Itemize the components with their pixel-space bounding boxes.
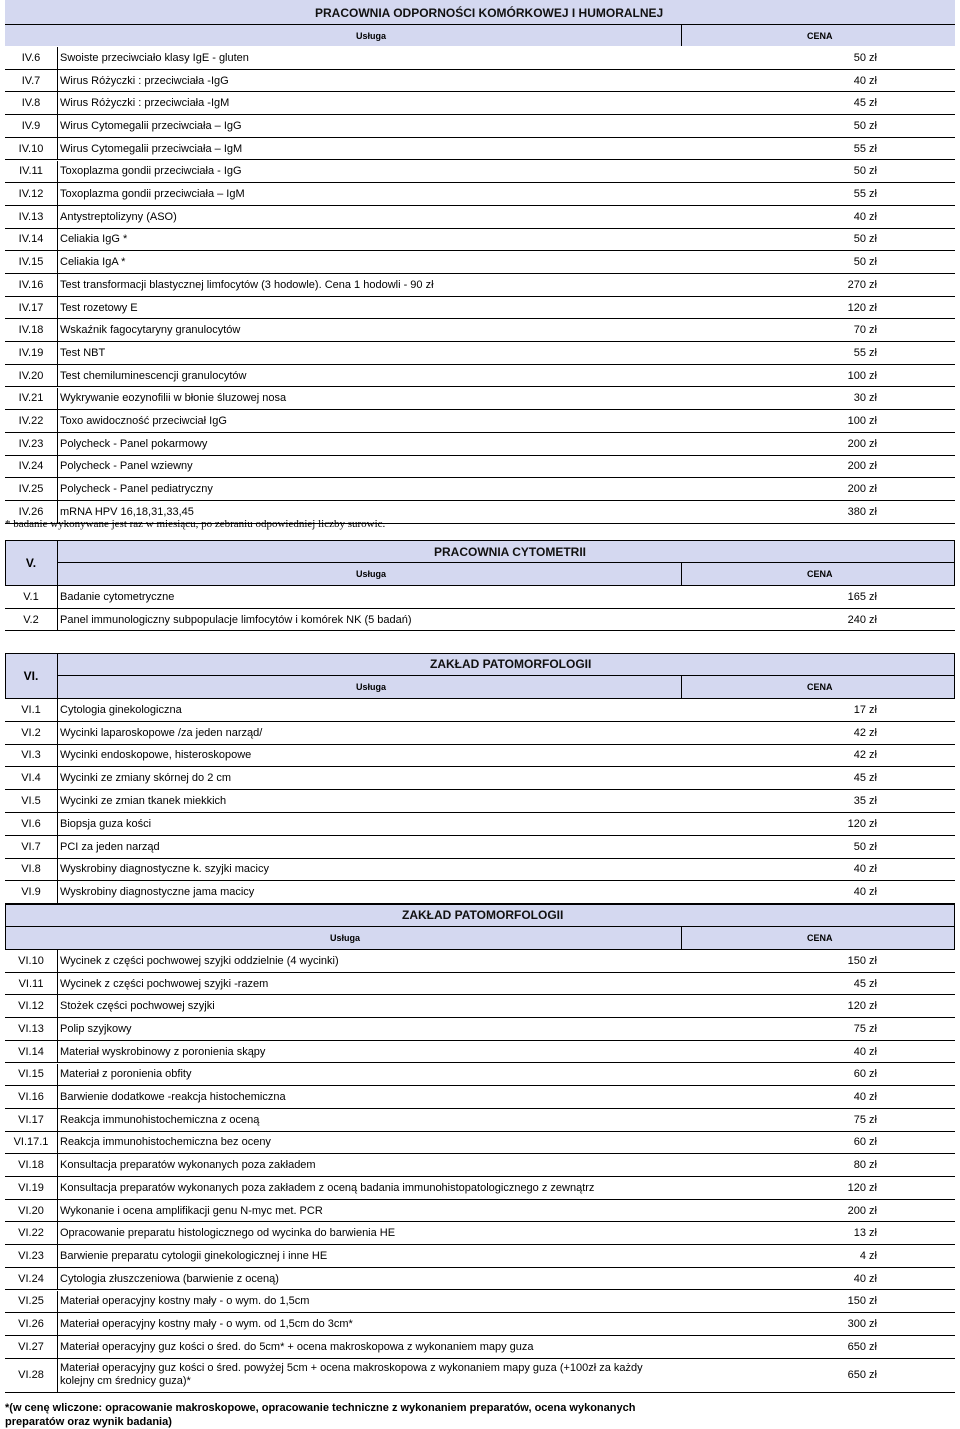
table-row <box>5 183 955 206</box>
row-service: mRNA HPV 16,18,31,33,45 <box>60 505 194 518</box>
row-price: 40 zł <box>853 1091 877 1104</box>
section6-header-vdivider <box>681 675 682 699</box>
row-service: Materiał operacyjny kostny mały - o wym. od 1,5cm do 3cm* <box>60 1318 353 1331</box>
row-service: Wykonanie i ocena amplifikacji genu N-myc met. PCR <box>60 1204 323 1217</box>
row-price: 300 zł <box>847 1318 877 1331</box>
table-row <box>5 388 955 411</box>
table-row <box>5 836 955 859</box>
table-row <box>5 1222 955 1245</box>
row-code: VI.17.1 <box>5 1132 58 1154</box>
row-code: IV.22 <box>5 410 58 432</box>
table-row <box>5 138 955 161</box>
row-price: 165 zł <box>847 590 877 603</box>
row-code: VI.11 <box>5 973 58 995</box>
table-row <box>5 722 955 745</box>
table-row <box>5 1086 955 1109</box>
row-price: 75 zł <box>853 1113 877 1126</box>
row-price: 240 zł <box>847 613 877 626</box>
row-service: Konsultacja preparatów wykonanych poza zakładem <box>60 1159 316 1172</box>
table-row <box>5 1291 955 1314</box>
row-code: VI.2 <box>5 722 58 744</box>
row-service: Wycinek z części pochwowej szyjki -razem <box>60 977 269 990</box>
row-price: 50 zł <box>853 51 877 64</box>
row-service: Wycinek z części pochwowej szyjki oddzielnie (4 wycinki) <box>60 954 339 967</box>
row-service: Toxo awidoczność przeciwciał IgG <box>60 415 227 428</box>
table-row <box>5 1336 955 1359</box>
row-code: IV.14 <box>5 229 58 251</box>
table-row <box>5 342 955 365</box>
table-row <box>5 745 955 768</box>
table-row <box>5 790 955 813</box>
row-price: 40 zł <box>853 863 877 876</box>
row-price: 55 zł <box>853 346 877 359</box>
row-code: IV.12 <box>5 183 58 205</box>
row-code: VI.20 <box>5 1200 58 1222</box>
table-row <box>5 229 955 252</box>
row-service: Test NBT <box>60 346 106 359</box>
row-price: 100 zł <box>847 415 877 428</box>
table-row <box>5 206 955 229</box>
row-price: 17 zł <box>853 703 877 716</box>
table-row <box>5 950 955 973</box>
table-row <box>5 92 955 115</box>
row-price: 100 zł <box>847 369 877 382</box>
row-code: VI.18 <box>5 1154 58 1176</box>
row-code: IV.9 <box>5 115 58 137</box>
row-code: VI.1 <box>5 699 58 721</box>
row-code: IV.11 <box>5 161 58 183</box>
row-code: IV.18 <box>5 319 58 341</box>
row-service: Wirus Cytomegalii przeciwciała – IgM <box>60 142 243 155</box>
row-service: Opracowanie preparatu histologicznego od wycinka do barwienia HE <box>60 1227 396 1240</box>
row-service: Materiał wyskrobinowy z poronienia skąpy <box>60 1045 266 1058</box>
row-code: IV.26 <box>5 501 58 523</box>
row-code: IV.21 <box>5 388 58 410</box>
row-code: VI.22 <box>5 1222 58 1244</box>
section6b-col-service: Usługa <box>330 933 361 943</box>
table-row <box>5 881 955 904</box>
section5-col-price: CENA <box>807 569 833 579</box>
section6-header-hdivider <box>57 675 955 676</box>
row-code: V.2 <box>5 609 58 631</box>
row-code: V.1 <box>5 586 58 608</box>
row-service: Cytologia ginekologiczna <box>60 703 182 716</box>
table-row <box>5 995 955 1018</box>
table-row <box>5 1177 955 1200</box>
row-code: VI.25 <box>5 1291 58 1313</box>
table-row <box>5 1200 955 1223</box>
section4-header-vdivider <box>681 24 682 46</box>
table-row <box>5 767 955 790</box>
section6-number-divider <box>57 653 58 699</box>
row-price: 50 zł <box>853 256 877 269</box>
row-price: 45 zł <box>853 97 877 110</box>
row-code: VI.28 <box>5 1359 58 1392</box>
table-row <box>5 1313 955 1336</box>
row-service: Antystreptolizyny (ASO) <box>60 210 177 223</box>
section6b-title: ZAKŁAD PATOMORFOLOGII <box>402 908 564 922</box>
row-service: Barwienie preparatu cytologii ginekologicznej i inne HE <box>60 1249 328 1262</box>
section4-col-price: CENA <box>807 31 833 41</box>
row-service: Test rozetowy E <box>60 301 138 314</box>
row-price: 42 zł <box>853 749 877 762</box>
row-service: Polip szyjkowy <box>60 1022 132 1035</box>
row-price: 50 zł <box>853 165 877 178</box>
section6b-footnote: *(w cenę wliczone: opracowanie makroskopowe, opracowanie techniczne z wykonaniem preparatów, ocena wykonanych preparatów oraz wynik badania) <box>5 1402 636 1428</box>
row-price: 120 zł <box>847 1181 877 1194</box>
row-code: VI.9 <box>5 881 58 903</box>
table-row <box>5 1132 955 1155</box>
table-row <box>5 115 955 138</box>
section5-number-divider <box>57 540 58 586</box>
row-code: IV.13 <box>5 206 58 228</box>
row-code: IV.7 <box>5 70 58 92</box>
row-service: Konsultacja preparatów wykonanych poza zakładem z oceną badania immunohistopatologicznego z zewnątrz <box>60 1181 595 1194</box>
row-price: 60 zł <box>853 1068 877 1081</box>
row-code: VI.23 <box>5 1245 58 1267</box>
row-price: 40 zł <box>853 210 877 223</box>
section4-col-service: Usługa <box>356 31 387 41</box>
row-price: 650 zł <box>847 1369 877 1382</box>
table-row <box>5 699 955 722</box>
row-code: VI.5 <box>5 790 58 812</box>
section5-col-service: Usługa <box>356 569 387 579</box>
row-price: 55 zł <box>853 188 877 201</box>
row-price: 60 zł <box>853 1136 877 1149</box>
section5-header-vdivider <box>681 562 682 586</box>
row-service: Materiał operacyjny kostny mały - o wym. do 1,5cm <box>60 1295 310 1308</box>
row-service: Test transformacji blastycznej limfocytów (3 hodowle). Cena 1 hodowli - 90 zł <box>60 278 434 291</box>
row-price: 200 zł <box>847 1204 877 1217</box>
table-row <box>5 1018 955 1041</box>
row-code: IV.25 <box>5 478 58 500</box>
row-code: VI.27 <box>5 1336 58 1358</box>
row-code: IV.17 <box>5 297 58 319</box>
table-row <box>5 1245 955 1268</box>
section6-col-price: CENA <box>807 682 833 692</box>
row-service: Wycinki laparoskopowe /za jeden narząd/ <box>60 726 263 739</box>
row-service: Toxoplazma gondii przeciwciała – IgM <box>60 188 245 201</box>
row-service: Wskaźnik fagocytaryny granulocytów <box>60 324 241 337</box>
row-service: Wyskrobiny diagnostyczne jama macicy <box>60 886 255 899</box>
table-row <box>5 274 955 297</box>
table-row <box>5 813 955 836</box>
row-service: Badanie cytometryczne <box>60 590 175 603</box>
row-service: Wirus Różyczki : przeciwciała -IgG <box>60 74 229 87</box>
row-price: 13 zł <box>853 1227 877 1240</box>
row-code: IV.23 <box>5 433 58 455</box>
section4-header-divider <box>5 24 955 25</box>
section6b-header-hdivider <box>5 926 955 927</box>
row-price: 40 zł <box>853 1272 877 1285</box>
section6-col-service: Usługa <box>356 682 387 692</box>
row-code: VI.8 <box>5 859 58 881</box>
table-row <box>5 410 955 433</box>
row-code: VI.24 <box>5 1268 58 1290</box>
row-service: Panel immunologiczny subpopulacje limfocytów i komórek NK (5 badań) <box>60 613 412 626</box>
row-code: VI.10 <box>5 950 58 972</box>
row-code: VI.6 <box>5 813 58 835</box>
row-price: 45 zł <box>853 977 877 990</box>
section6-number: VI. <box>23 669 39 683</box>
row-service: Celiakia IgA * <box>60 256 126 269</box>
table-row <box>5 973 955 996</box>
row-code: IV.6 <box>5 47 58 69</box>
row-code: IV.8 <box>5 92 58 114</box>
row-service: Toxoplazma gondii przeciwciała - IgG <box>60 165 242 178</box>
table-row <box>5 1154 955 1177</box>
table-row <box>5 1064 955 1087</box>
table-row <box>5 1268 955 1291</box>
row-service: Wycinki endoskopowe, histeroskopowe <box>60 749 252 762</box>
table-row <box>5 609 955 632</box>
row-service: Biopsja guza kości <box>60 817 152 830</box>
row-price: 150 zł <box>847 954 877 967</box>
row-price: 4 zł <box>859 1249 877 1262</box>
table-row <box>5 1109 955 1132</box>
row-service: Materiał operacyjny guz kości o śred. do 5cm* + ocena makroskopowa z wykonaniem mapy guza <box>60 1340 534 1353</box>
row-price: 50 zł <box>853 233 877 246</box>
row-service: Celiakia IgG * <box>60 233 128 246</box>
row-price: 55 zł <box>853 142 877 155</box>
row-price: 80 zł <box>853 1159 877 1172</box>
row-code: VI.4 <box>5 767 58 789</box>
row-service: Wyskrobiny diagnostyczne k. szyjki macicy <box>60 863 269 876</box>
row-price: 200 zł <box>847 437 877 450</box>
row-service: Barwienie dodatkowe -reakcja histochemiczna <box>60 1091 286 1104</box>
row-code: IV.20 <box>5 365 58 387</box>
row-price: 120 zł <box>847 1000 877 1013</box>
table-row <box>5 859 955 882</box>
row-service: Reakcja immunohistochemiczna z oceną <box>60 1113 260 1126</box>
row-code: VI.16 <box>5 1086 58 1108</box>
row-service: Wirus Cytomegalii przeciwciała – IgG <box>60 119 242 132</box>
row-service: PCI za jeden narząd <box>60 840 160 853</box>
row-service: Materiał z poronienia obfity <box>60 1068 192 1081</box>
row-service: Reakcja immunohistochemiczna bez oceny <box>60 1136 271 1149</box>
section6b-col-price: CENA <box>807 933 833 943</box>
row-code: VI.15 <box>5 1064 58 1086</box>
row-service: Polycheck - Panel pokarmowy <box>60 437 208 450</box>
row-service: Wycinki ze zmian tkanek miekkich <box>60 795 227 808</box>
row-service: Polycheck - Panel wziewny <box>60 460 193 473</box>
row-price: 35 zł <box>853 795 877 808</box>
row-code: IV.24 <box>5 456 58 478</box>
row-price: 75 zł <box>853 1022 877 1035</box>
row-code: VI.3 <box>5 745 58 767</box>
section5-title: PRACOWNIA CYTOMETRII <box>434 545 586 559</box>
table-row <box>5 47 955 70</box>
section6-title: ZAKŁAD PATOMORFOLOGII <box>430 657 592 671</box>
row-price: 45 zł <box>853 772 877 785</box>
table-row <box>5 365 955 388</box>
section5-header-hdivider <box>57 562 955 563</box>
row-service: Wycinki ze zmiany skórnej do 2 cm <box>60 772 232 785</box>
section5-number: V. <box>25 556 37 570</box>
row-price: 150 zł <box>847 1295 877 1308</box>
row-price: 42 zł <box>853 726 877 739</box>
row-service: Test chemiluminescencji granulocytów <box>60 369 247 382</box>
row-code: IV.19 <box>5 342 58 364</box>
row-code: VI.12 <box>5 995 58 1017</box>
row-code: VI.7 <box>5 836 58 858</box>
section4-footnote: * badanie wykonywane jest raz w miesiącu, po zebraniu odpowiedniej liczby surowic. <box>5 518 386 530</box>
table-row <box>5 161 955 184</box>
row-price: 40 zł <box>853 1045 877 1058</box>
row-code: IV.15 <box>5 251 58 273</box>
table-row <box>5 1041 955 1064</box>
row-service: Materiał operacyjny guz kości o śred. powyżej 5cm + ocena makroskopowa z wykonaniem mapy guza (+100zł za każdy kolejny cm średnicy guza)* <box>60 1362 643 1388</box>
row-price: 40 zł <box>853 886 877 899</box>
section4-title: PRACOWNIA ODPORNOŚCI KOMÓRKOWEJ I HUMORALNEJ <box>315 6 664 20</box>
table-row <box>5 1359 955 1393</box>
row-price: 200 zł <box>847 460 877 473</box>
row-price: 50 zł <box>853 119 877 132</box>
row-code: VI.19 <box>5 1177 58 1199</box>
table-row <box>5 478 955 501</box>
row-code: VI.14 <box>5 1041 58 1063</box>
row-service: Swoiste przeciwciało klasy IgE - gluten <box>60 51 249 64</box>
table-row <box>5 586 955 609</box>
row-price: 30 zł <box>853 392 877 405</box>
row-service: Wykrywanie eozynofilii w błonie śluzowej nosa <box>60 392 287 405</box>
row-price: 70 zł <box>853 324 877 337</box>
row-code: VI.26 <box>5 1313 58 1335</box>
row-service: Polycheck - Panel pediatryczny <box>60 483 213 496</box>
row-code: IV.10 <box>5 138 58 160</box>
table-row <box>5 456 955 479</box>
row-code: VI.13 <box>5 1018 58 1040</box>
row-price: 40 zł <box>853 74 877 87</box>
table-row <box>5 70 955 93</box>
table-row <box>5 433 955 456</box>
table-row <box>5 251 955 274</box>
row-code: IV.16 <box>5 274 58 296</box>
row-price: 50 zł <box>853 840 877 853</box>
row-service: Wirus Różyczki : przeciwciała -IgM <box>60 97 230 110</box>
row-price: 120 zł <box>847 301 877 314</box>
row-price: 270 zł <box>847 278 877 291</box>
row-price: 200 zł <box>847 483 877 496</box>
row-service: Cytologia złuszczeniowa (barwienie z oceną) <box>60 1272 279 1285</box>
row-code: VI.17 <box>5 1109 58 1131</box>
row-service: Stożek części pochwowej szyjki <box>60 1000 215 1013</box>
row-price: 650 zł <box>847 1340 877 1353</box>
table-row <box>5 319 955 342</box>
row-price: 380 zł <box>847 505 877 518</box>
section6b-header-vdivider <box>681 926 682 950</box>
row-price: 120 zł <box>847 817 877 830</box>
table-row <box>5 297 955 320</box>
